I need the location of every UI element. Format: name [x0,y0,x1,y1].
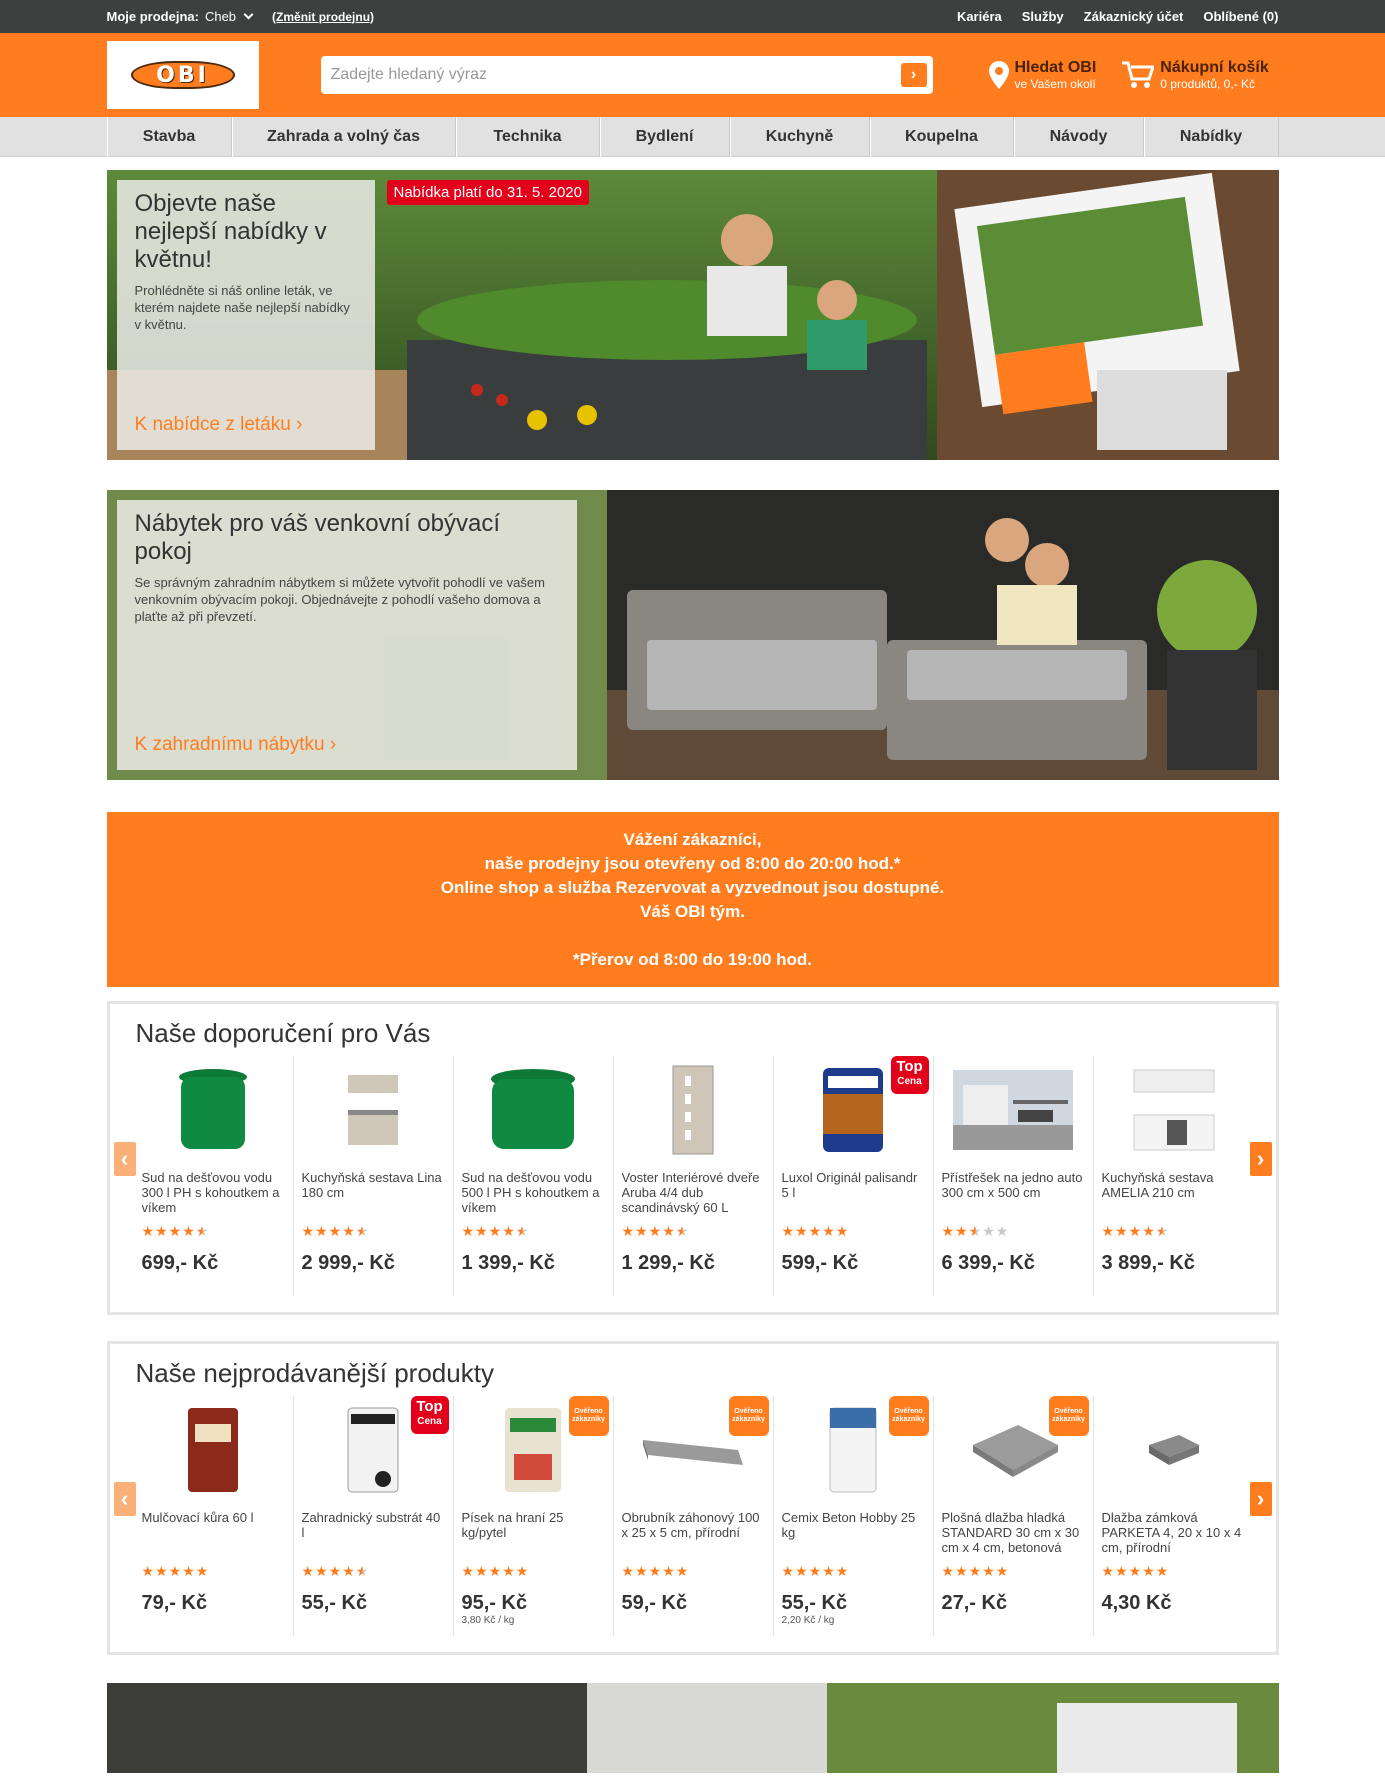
star-icon: ★ [182,1563,196,1579]
product-name[interactable]: Písek na hraní 25 kg/pytel [461,1510,564,1540]
nav-stavba[interactable]: Stavba [107,117,232,157]
product-card[interactable] [134,1396,294,1636]
notice-line: Váš OBI tým. [640,902,745,921]
star-half-icon: ★ [195,1223,210,1239]
top-bar [0,0,1385,33]
star-icon: ★ [675,1563,690,1579]
product-card[interactable] [294,1396,454,1636]
notice-spacer [107,924,1279,948]
star-icon: ★ [342,1563,356,1579]
cart-title: Nákupní košík [1160,59,1269,76]
star-icon: ★ [1142,1563,1156,1579]
star-icon: ★ [995,1563,1010,1579]
star-icon: ★ [315,1223,329,1239]
star-icon: ★ [955,1223,969,1239]
main-nav [0,117,1385,157]
carousel-next-button[interactable]: › [1250,1482,1272,1516]
star-icon: ★ [461,1563,476,1579]
product-name[interactable]: Obrubník záhonový 100 x 25 x 5 cm, přírodní [621,1510,760,1540]
verified-badge: Ověřeno zákazníky [569,1396,609,1436]
star-icon: ★ [795,1223,809,1239]
notice-line: *Přerov od 8:00 do 19:00 hod. [572,950,812,969]
star-icon: ★ [328,1223,343,1239]
star-icon: ★ [835,1223,850,1239]
link-account[interactable]: Zákaznický účet [1083,9,1184,24]
star-icon: ★ [1142,1223,1156,1239]
unit-price: 3,80 Kč / kg [461,1615,515,1626]
banner-title: Objevte naše nejlepší nabídky v květnu! [134,190,327,273]
search-input[interactable] [331,66,901,84]
star-icon: ★ [141,1563,156,1579]
find-store-title: Hledat OBI [1014,59,1097,76]
star-half-icon: ★ [968,1223,983,1239]
star-icon: ★ [515,1563,530,1579]
verified-badge: Ověřeno zákazníky [889,1396,929,1436]
star-icon: ★ [621,1223,636,1239]
search-box [321,56,933,94]
star-icon: ★ [301,1563,316,1579]
star-icon: ★ [648,1563,663,1579]
product-price: 1 299,- Kč [621,1252,715,1274]
product-price: 699,- Kč [141,1252,219,1274]
chevron-down-icon[interactable] [244,10,254,20]
product-name[interactable]: Mulčovací kůra 60 l [141,1510,254,1525]
product-card[interactable] [614,1056,774,1296]
star-icon: ★ [781,1563,796,1579]
find-store-sub: ve Vašem okolí [1014,77,1096,91]
star-icon: ★ [1115,1563,1129,1579]
nav-technika[interactable]: Technika [456,117,600,157]
star-icon: ★ [822,1563,836,1579]
bestsellers-section [107,1341,1279,1655]
nav-nabidky[interactable]: Nabídky [1144,117,1279,157]
location-pin-icon [989,61,1009,89]
product-rating [142,1563,285,1580]
store-label: Moje prodejna: [106,9,199,24]
product-price: 55,- Kč [301,1592,368,1614]
product-name[interactable]: Kuchyňská sestava AMELIA 210 cm [1101,1170,1214,1200]
product-rating [462,1223,605,1240]
star-icon: ★ [982,1563,996,1579]
star-icon: ★ [1128,1223,1143,1239]
store-value[interactable]: Cheb [204,9,237,24]
header [0,33,1385,117]
product-rating [142,1223,285,1240]
link-favorites[interactable]: Oblíbené (0) [1203,9,1279,24]
star-icon: ★ [621,1563,636,1579]
product-card[interactable] [294,1056,454,1296]
product-carousel [134,1396,1254,1636]
product-card[interactable] [774,1396,934,1636]
star-icon: ★ [808,1223,823,1239]
star-icon: ★ [182,1223,196,1239]
star-half-icon: ★ [355,1223,370,1239]
unit-price: 2,20 Kč / kg [781,1615,835,1626]
star-icon: ★ [968,1563,983,1579]
star-icon: ★ [328,1563,343,1579]
product-name[interactable]: Zahradnický substrát 40 l [301,1510,441,1540]
star-half-icon: ★ [675,1223,690,1239]
star-icon: ★ [502,1223,516,1239]
product-card[interactable] [454,1056,614,1296]
banner-title: Nábytek pro váš venkovní obývací pokoj [134,510,501,565]
product-rating [622,1223,765,1240]
star-icon: ★ [781,1223,796,1239]
star-icon: ★ [662,1223,676,1239]
star-icon: ★ [941,1563,956,1579]
star-icon: ★ [808,1563,823,1579]
star-half-icon: ★ [515,1223,530,1239]
product-name[interactable]: Plošná dlažba hladká STANDARD 30 cm x 30 cm x 4 cm, betonová [941,1510,1080,1555]
star-icon: ★ [488,1223,503,1239]
product-rating [942,1563,1085,1580]
banner-panel [117,180,375,450]
paving-stone-icon[interactable] [1102,1400,1246,1500]
star-icon: ★ [461,1223,476,1239]
outdoor-photo [107,1683,1279,1773]
product-price: 59,- Kč [621,1592,688,1614]
star-half-icon: ★ [1155,1223,1170,1239]
product-card[interactable] [1094,1396,1254,1636]
star-icon: ★ [168,1223,183,1239]
star-icon: ★ [475,1223,489,1239]
product-rating [782,1563,925,1580]
nav-kuchyne[interactable]: Kuchyně [730,117,870,157]
chevron-right-icon: › [910,66,917,83]
product-price: 4,30 Kč [1101,1592,1172,1614]
product-rating [302,1223,445,1240]
product-name[interactable]: Dlažba zámková PARKETA 4, 20 x 10 x 4 cm, přírodní [1101,1510,1242,1555]
product-price: 3 899,- Kč [1101,1252,1195,1274]
product-carousel [134,1056,1254,1296]
banner-cta[interactable] [135,414,303,436]
product-card[interactable] [774,1056,934,1296]
chevron-right-icon: › [296,414,303,435]
product-card[interactable] [614,1396,774,1636]
cart[interactable] [1122,59,1268,91]
product-card[interactable] [134,1056,294,1296]
product-name[interactable]: Sud na dešťovou vodu 300 l PH s kohoutkem a víkem [141,1170,280,1215]
product-rating [302,1563,445,1580]
recommended-section [107,1001,1279,1315]
product-rating [782,1223,925,1240]
banner-text: Se správným zahradním nábytkem si můžete vytvořit pohodlí ve vašem venkovním obývacím pokoji. Objednávejte z pohodlí vašeho domova a plaťte až při převzetí. [134,575,545,624]
carport-icon[interactable] [942,1060,1085,1160]
star-empty-icon: ★ [995,1223,1010,1239]
chevron-right-icon: › [329,734,337,755]
store-selector[interactable] [107,9,375,24]
product-card[interactable] [454,1396,614,1636]
notice-line: naše prodejny jsou otevřeny od 8:00 do 20:00 hod.* [484,854,901,873]
star-icon: ★ [648,1223,663,1239]
section-title: Naše nejprodávanější produkty [135,1358,494,1388]
find-store[interactable] [989,59,1097,91]
nav-zahrada[interactable]: Zahrada a volný čas [232,117,456,157]
product-card[interactable] [934,1056,1094,1296]
star-icon: ★ [1101,1563,1116,1579]
product-name[interactable]: Kuchyňská sestava Lina 180 cm [301,1170,442,1200]
star-icon: ★ [195,1563,210,1579]
cart-sub: 0 produktů, 0,- Kč [1160,77,1256,91]
star-icon: ★ [1155,1563,1170,1579]
star-icon: ★ [301,1223,316,1239]
obi-logo[interactable] [107,41,259,109]
product-price: 6 399,- Kč [941,1252,1035,1274]
star-icon: ★ [488,1563,503,1579]
star-icon: ★ [315,1563,329,1579]
product-price: 1 399,- Kč [461,1252,555,1274]
green-barrel-icon[interactable] [142,1060,285,1160]
nav-navody[interactable]: Návody [1014,117,1144,157]
carousel-prev-button[interactable]: ‹ [114,1142,136,1176]
star-icon: ★ [635,1563,649,1579]
top-price-badge: Top Cena [411,1396,449,1434]
banner-text: Prohlédněte si náš online leták, ve kterém najdete naše nejlepší nabídky v květnu. [134,283,350,332]
banner-outdoor-style[interactable] [107,1683,1279,1773]
product-price: 95,- Kč [461,1592,528,1614]
product-price: 2 999,- Kč [301,1252,395,1274]
search-button[interactable] [901,63,927,87]
star-icon: ★ [822,1223,836,1239]
product-card[interactable] [1094,1056,1254,1296]
logo-text: OBI [131,61,235,89]
product-rating [462,1563,605,1580]
star-half-icon: ★ [355,1563,370,1579]
product-price: 55,- Kč [781,1592,848,1614]
store-notice [107,812,1279,987]
verified-badge: Ověřeno zákazníky [1049,1396,1089,1436]
product-rating [622,1563,765,1580]
product-name[interactable]: Přístřešek na jedno auto 300 cm x 500 cm [941,1170,1083,1200]
door-icon[interactable] [622,1060,765,1160]
star-icon: ★ [155,1563,169,1579]
kitchen-unit-icon[interactable] [302,1060,445,1160]
mulch-bag-icon[interactable] [142,1400,285,1500]
product-rating [1102,1223,1246,1240]
product-rating [1102,1563,1246,1580]
verified-badge: Ověřeno zákazníky [729,1396,769,1436]
link-services[interactable]: Služby [1021,9,1064,24]
green-barrel-wide-icon[interactable] [462,1060,605,1160]
top-price-badge: Top Cena [891,1056,929,1094]
star-icon: ★ [941,1223,956,1239]
banner-furniture[interactable] [107,490,1279,780]
product-price: 599,- Kč [781,1252,859,1274]
product-price: 27,- Kč [941,1592,1008,1614]
nav-bydleni[interactable]: Bydlení [600,117,730,157]
offer-badge: Nabídka platí do 31. 5. 2020 [387,180,589,205]
product-rating [942,1223,1085,1240]
star-empty-icon: ★ [982,1223,996,1239]
change-store-link[interactable]: (Změnit prodejnu) [272,9,375,24]
cart-icon [1122,61,1154,89]
star-icon: ★ [502,1563,516,1579]
carousel-prev-button[interactable]: ‹ [114,1482,136,1516]
star-icon: ★ [955,1563,969,1579]
notice-line: Online shop a služba Rezervovat a vyzvednout jsou dostupné. [440,878,945,897]
product-card[interactable] [934,1396,1094,1636]
banner-panel [117,500,577,770]
banner-cta-label: K nabídce z letáku [134,414,291,435]
notice-line: Vážení zákazníci, [623,830,762,849]
link-career[interactable]: Kariéra [956,9,1002,24]
product-name[interactable]: Sud na dešťovou vodu 500 l PH s kohoutkem a víkem [461,1170,600,1215]
star-icon: ★ [635,1223,649,1239]
star-icon: ★ [1101,1223,1116,1239]
product-price: 79,- Kč [141,1592,208,1614]
star-icon: ★ [475,1563,489,1579]
star-icon: ★ [155,1223,169,1239]
product-name[interactable]: Cemix Beton Hobby 25 kg [781,1510,916,1540]
carousel-next-button[interactable]: › [1250,1142,1272,1176]
star-icon: ★ [835,1563,850,1579]
star-icon: ★ [662,1563,676,1579]
banner-flyer[interactable] [107,170,1279,460]
star-icon: ★ [1115,1223,1129,1239]
star-icon: ★ [342,1223,356,1239]
nav-koupelna[interactable]: Koupelna [870,117,1014,157]
section-title: Naše doporučení pro Vás [135,1018,431,1048]
banner-cta[interactable] [135,734,337,756]
product-name[interactable]: Luxol Originál palisandr 5 l [781,1170,918,1200]
kitchen-unit-white-icon[interactable] [1102,1060,1246,1160]
product-name[interactable]: Voster Interiérové dveře Aruba 4/4 dub scandinávský 60 L [621,1170,760,1215]
star-icon: ★ [795,1563,809,1579]
banner-cta-label: K zahradnímu nábytku [134,734,325,755]
star-icon: ★ [168,1563,183,1579]
star-icon: ★ [1128,1563,1143,1579]
star-icon: ★ [141,1223,156,1239]
